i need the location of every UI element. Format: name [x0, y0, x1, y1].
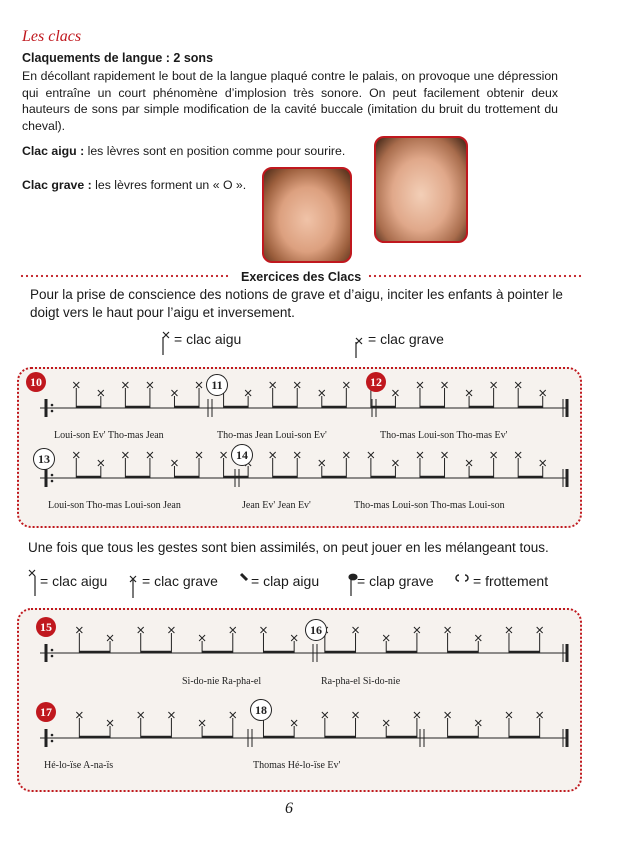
note-head-x	[230, 627, 236, 633]
note-head-x	[322, 712, 328, 718]
note-head-x	[138, 627, 144, 633]
exercise-number-12: 12	[366, 372, 386, 392]
note-head-x	[291, 720, 297, 726]
exercise-number-16: 16	[305, 619, 327, 641]
exercise-lyrics: Loui-son Tho-mas Loui-son Jean	[48, 500, 181, 511]
note-head-x	[475, 635, 481, 641]
repeat-dot	[51, 655, 54, 658]
note-head-x	[515, 382, 521, 388]
repeat-dot	[51, 474, 54, 477]
note-head-x	[196, 382, 202, 388]
note-head-x	[138, 712, 144, 718]
note-head-x	[260, 627, 266, 633]
page-number: 6	[285, 800, 293, 817]
note-head-x	[122, 452, 128, 458]
note-head-x	[147, 382, 153, 388]
note-head-x	[76, 712, 82, 718]
note-head-x	[353, 627, 359, 633]
note-head-x	[383, 720, 389, 726]
note-head-x	[475, 720, 481, 726]
note-head-x	[442, 452, 448, 458]
page-title: Les clacs	[22, 28, 82, 45]
legend-clac-grave: = clac grave	[368, 331, 444, 347]
note-head-x	[76, 627, 82, 633]
note-head-x	[392, 460, 398, 466]
note-head-x	[107, 635, 113, 641]
mix-text: Une fois que tous les gestes sont bien assimilés, on peut jouer en les mélangeant tous.	[28, 540, 549, 555]
note-head-x	[491, 452, 497, 458]
exercise-number-15: 15	[36, 617, 56, 637]
legend2-clap-grave: = clap grave	[357, 573, 434, 589]
note-head-x	[417, 382, 423, 388]
note-head-x	[466, 460, 472, 466]
repeat-dot	[51, 480, 54, 483]
note-head-x	[73, 382, 79, 388]
exercise-lyrics: Tho-mas Loui-son Tho-mas Ev'	[380, 430, 508, 441]
note-head-x	[73, 452, 79, 458]
note-head-x	[171, 460, 177, 466]
note-head-x	[294, 382, 300, 388]
note-head-x	[245, 390, 251, 396]
note-head-x	[291, 635, 297, 641]
exercise-lyrics: Ra-pha-el Si-do-nie	[321, 676, 401, 687]
note-head-x	[319, 390, 325, 396]
note-head-x	[353, 712, 359, 718]
exercise-lyrics: Hé-lo-ïse A-na-ïs	[44, 760, 114, 771]
note-head-x	[98, 390, 104, 396]
note-head-x	[540, 460, 546, 466]
note-head-x	[168, 627, 174, 633]
note-head-x	[230, 712, 236, 718]
note-head-x	[122, 382, 128, 388]
exercise-lyrics: Tho-mas Loui-son Tho-mas Loui-son	[354, 500, 505, 511]
legend2-clac-grave: = clac grave	[142, 573, 218, 589]
note-head-x	[270, 452, 276, 458]
note-head-x	[368, 452, 374, 458]
exercise-number-18: 18	[250, 699, 272, 721]
note-head-x	[445, 712, 451, 718]
note-head-x	[199, 635, 205, 641]
note-head-x	[270, 382, 276, 388]
exercise-number-17: 17	[36, 702, 56, 722]
note-head-x	[537, 712, 543, 718]
clac-grave-label: Clac grave :	[22, 178, 92, 192]
note-head-x	[168, 712, 174, 718]
note-head-x	[196, 452, 202, 458]
note-head-x	[171, 390, 177, 396]
exercise-number-13: 13	[33, 448, 55, 470]
intro-text: Pour la prise de conscience des notions de grave et d’aigu, inciter les enfants à pointer le doigt vers le haut pour l’aigu et inversement.	[30, 287, 563, 320]
note-head-x	[383, 635, 389, 641]
note-head-x	[294, 452, 300, 458]
exercise-number-14: 14	[231, 444, 253, 466]
note-head-x	[343, 452, 349, 458]
repeat-dot	[51, 734, 54, 737]
note-head-x	[506, 712, 512, 718]
legend2-clac-aigu: = clac aigu	[40, 573, 108, 589]
exercises-title: Exercices des Clacs	[237, 270, 365, 284]
legend2-frottement: = frottement	[473, 573, 549, 589]
note-head-x	[466, 390, 472, 396]
legend-clac-aigu: = clac aigu	[174, 331, 242, 347]
note-head-x	[537, 627, 543, 633]
note-head-x	[343, 382, 349, 388]
note-head-x	[540, 390, 546, 396]
legend2-clap-aigu: = clap aigu	[251, 573, 320, 589]
note-head-x	[414, 627, 420, 633]
note-head-x	[147, 452, 153, 458]
clac-aigu-label: Clac aigu :	[22, 144, 85, 158]
description-paragraph: En décollant rapidement le bout de la langue plaqué contre le palais, on provoque une dépression qui entraîne un court phénomène d’implosion très sonore. On peut facilement obtenir deux hauteurs de sons par simple modification de la cavité buccale (imitation du bruit du trottement du cheval).	[22, 69, 558, 133]
note-head-x	[445, 627, 451, 633]
note-head-x	[506, 627, 512, 633]
note-head-x	[417, 452, 423, 458]
repeat-dot	[51, 649, 54, 652]
note-head-x	[107, 720, 113, 726]
repeat-dot	[51, 740, 54, 743]
clac-aigu-text: les lèvres sont en position comme pour sourire.	[84, 144, 346, 158]
note-head-x	[392, 390, 398, 396]
repeat-dot	[51, 410, 54, 413]
exercise-lyrics: Loui-son Ev' Tho-mas Jean	[54, 430, 164, 441]
note-head-x	[221, 452, 227, 458]
exercise-lyrics: Jean Ev' Jean Ev'	[242, 500, 311, 511]
note-head-x	[414, 712, 420, 718]
note-head-x	[491, 382, 497, 388]
note-head-x	[98, 460, 104, 466]
exercise-lyrics: Si-do-nie Ra-pha-el	[182, 676, 262, 687]
note-head-x	[319, 460, 325, 466]
note-head-x	[442, 382, 448, 388]
exercise-lyrics: Tho-mas Jean Loui-son Ev'	[217, 430, 327, 441]
note-head-x	[199, 720, 205, 726]
repeat-dot	[51, 404, 54, 407]
exercise-number-10: 10	[26, 372, 46, 392]
exercise-lyrics: Thomas Hé-lo-ïse Ev'	[253, 760, 341, 771]
clac-grave-text: les lèvres forment un « O ».	[91, 178, 247, 192]
note-head-x	[515, 452, 521, 458]
exercise-number-11: 11	[206, 374, 228, 396]
section-subtitle: Claquements de langue : 2 sons	[22, 51, 214, 65]
